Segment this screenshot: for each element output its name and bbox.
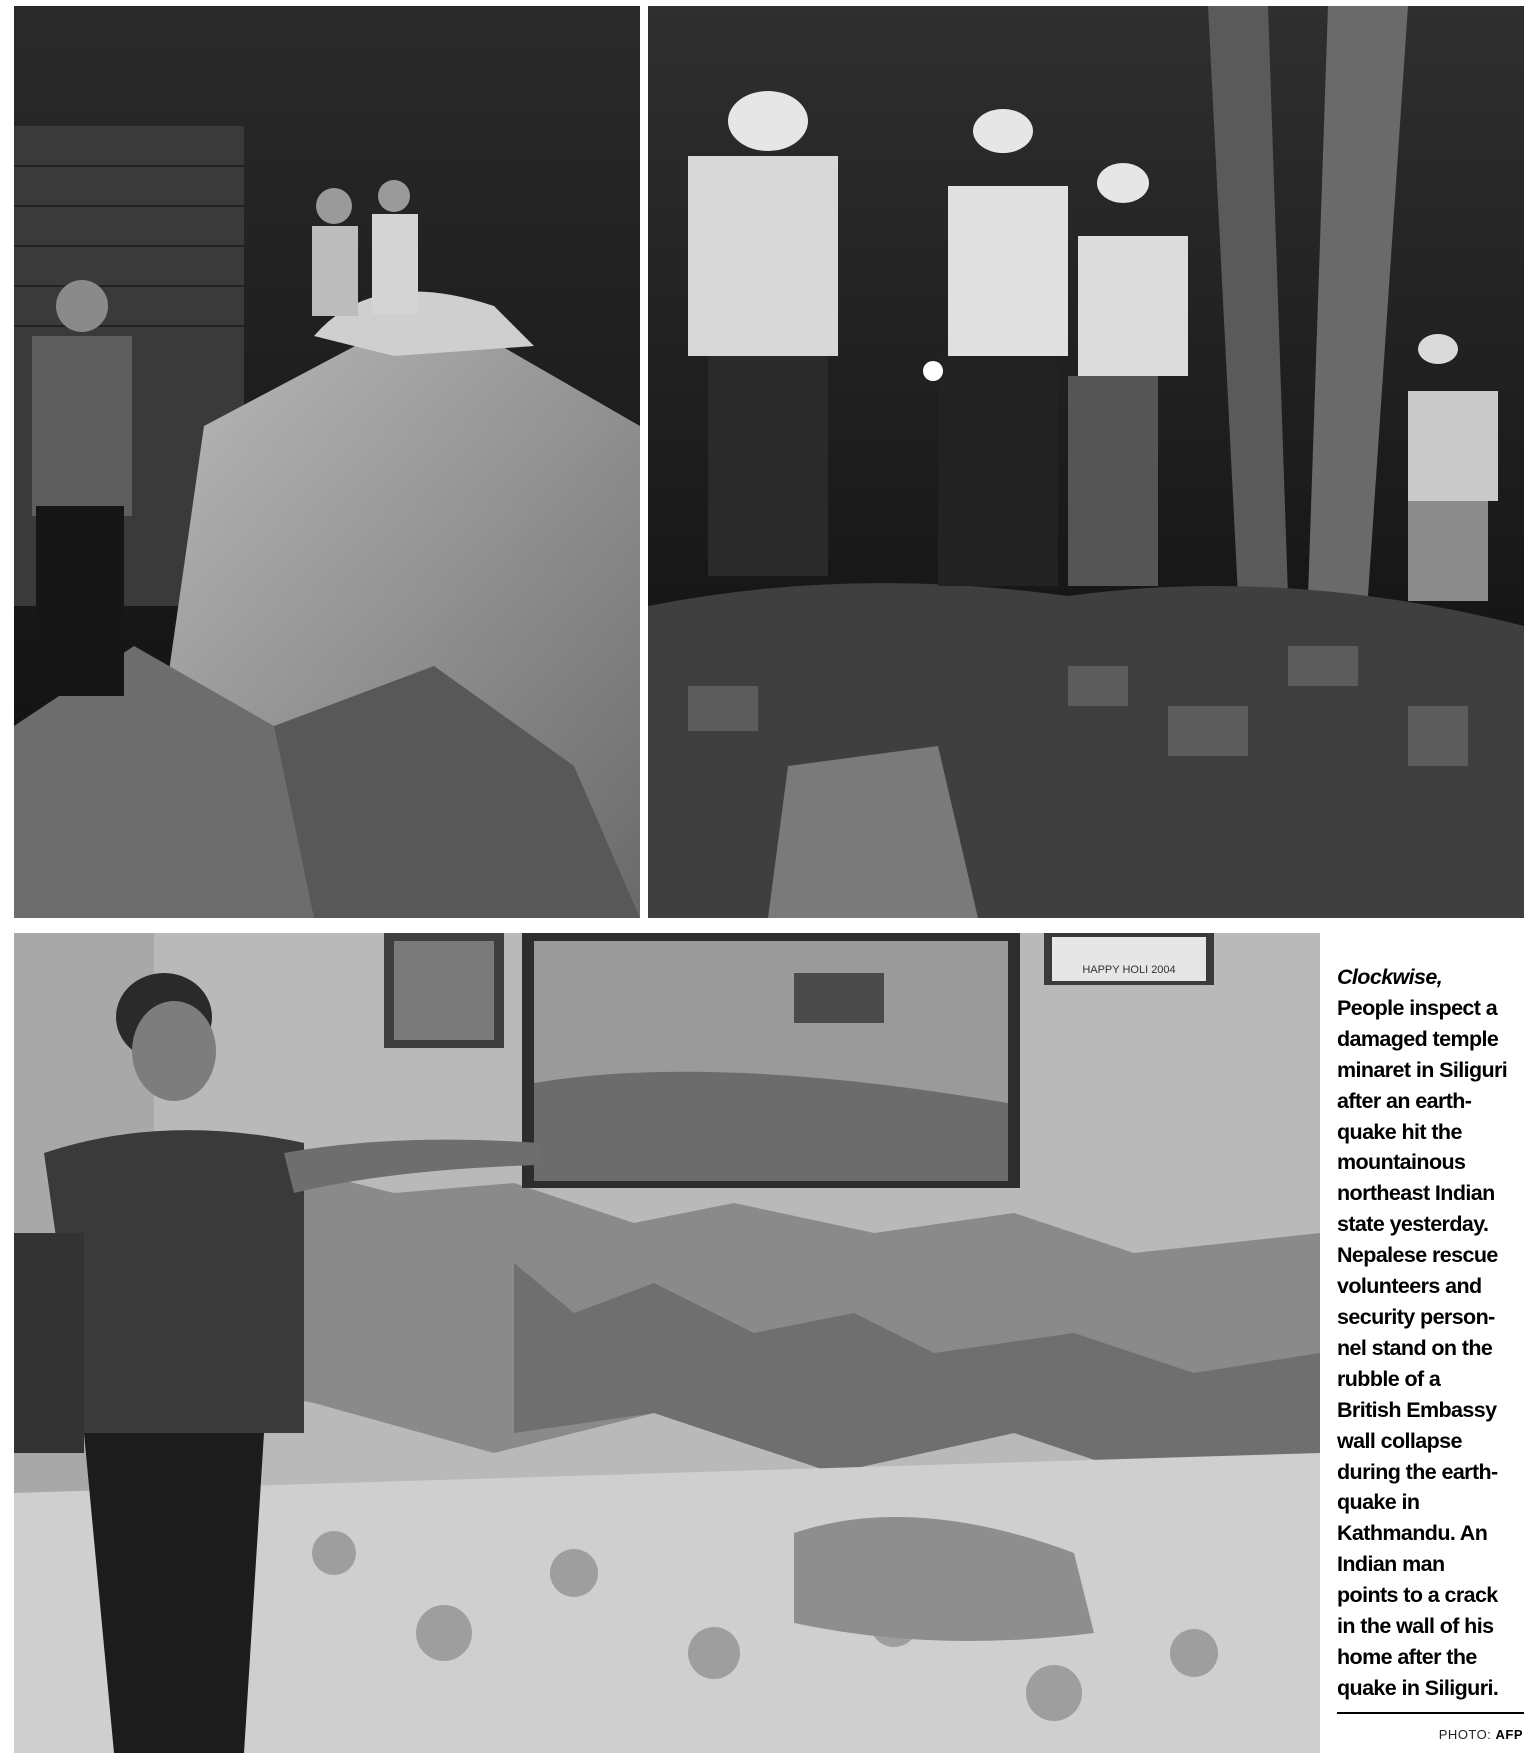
caption-line: nel stand on the bbox=[1337, 1335, 1493, 1360]
caption-line: after an earth- bbox=[1337, 1088, 1472, 1113]
caption-line: British Embassy bbox=[1337, 1397, 1497, 1422]
banner-text: HAPPY HOLI 2004 bbox=[1082, 964, 1176, 976]
caption-line: volunteers and bbox=[1337, 1274, 1482, 1299]
photo-credit bbox=[1439, 1727, 1523, 1742]
caption-line: northeast Indian bbox=[1337, 1181, 1495, 1206]
caption-line: damaged temple bbox=[1337, 1026, 1499, 1051]
caption-line: home after the bbox=[1337, 1644, 1477, 1669]
caption-line: Kathmandu. An bbox=[1337, 1521, 1488, 1546]
caption-line: during the earth- bbox=[1337, 1459, 1498, 1484]
caption-line: People inspect a bbox=[1337, 995, 1498, 1020]
caption-line: wall collapse bbox=[1337, 1428, 1462, 1453]
credit-source: AFP bbox=[1495, 1727, 1523, 1742]
wall-crack-photo bbox=[14, 933, 1320, 1753]
caption-line: minaret in Siliguri bbox=[1337, 1057, 1508, 1082]
caption-line: rubble of a bbox=[1337, 1366, 1441, 1391]
caption-line: in the wall of his bbox=[1337, 1614, 1494, 1639]
caption-line: state yesterday. bbox=[1337, 1212, 1489, 1237]
caption-line: quake hit the bbox=[1337, 1119, 1462, 1144]
credit-label: PHOTO: bbox=[1438, 1727, 1492, 1742]
caption-divider bbox=[1337, 1712, 1524, 1714]
caption-line: points to a crack bbox=[1337, 1583, 1498, 1608]
caption-line: Nepalese rescue bbox=[1337, 1243, 1498, 1268]
caption-line: Indian man bbox=[1337, 1552, 1445, 1577]
caption-lead: Clockwise, bbox=[1337, 965, 1443, 989]
caption-line: mountainous bbox=[1337, 1150, 1466, 1175]
caption-line: quake in bbox=[1337, 1490, 1420, 1515]
photo-caption bbox=[1337, 962, 1527, 1704]
temple-minaret-photo bbox=[14, 6, 640, 918]
caption-line: quake in Siliguri. bbox=[1337, 1675, 1499, 1700]
caption-line: security person- bbox=[1337, 1304, 1495, 1329]
embassy-rubble-photo bbox=[648, 6, 1524, 918]
